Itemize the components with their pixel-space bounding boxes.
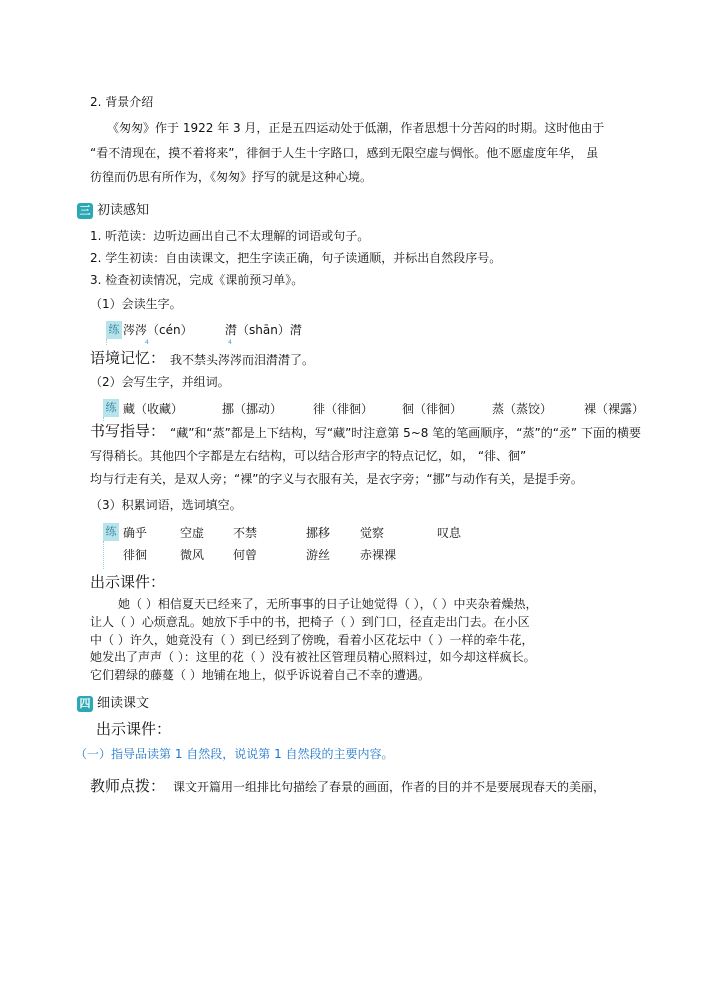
vocab-word: 叹息	[437, 526, 462, 540]
background-paragraph-line: 彷徨而仍思有所作为，《匆匆》抒写的就是这种心境。	[90, 170, 373, 184]
tone-mark: 4	[228, 339, 232, 346]
write-word: 徘（徘徊）	[313, 402, 374, 416]
vocab-word: 赤裸裸	[360, 548, 397, 562]
subsection-heading: （3）积累词语，选词填空。	[90, 498, 242, 512]
practice-marker-stem	[103, 541, 104, 569]
practice-marker-stem	[106, 339, 107, 345]
guide-item: （一）指导品读第 1 自然段，说说第 1 自然段的主要内容。	[75, 747, 394, 761]
tone-mark: 4	[145, 339, 149, 346]
background-paragraph-line: 《匆匆》作于 1922 年 3 月，正是五四运动处于低潮，作者思想十分苦闷的时期。这时他由于	[107, 121, 605, 135]
section-title: 细读课文	[97, 696, 150, 711]
vocab-word: 觉察	[360, 526, 385, 540]
read-word: 涔涔（cén）	[123, 323, 193, 337]
courseware-label: 出示课件：	[96, 720, 172, 738]
write-word: 蒸（蒸饺）	[492, 402, 553, 416]
teacher-tip-label: 教师点拨：	[90, 777, 166, 795]
fill-blank-line: 她发出了声声（ ）：这里的花（ ）没有被社区管理员精心照料过，如今却这样疯长。	[90, 650, 536, 664]
fill-blank-line: 让人（ ）心烦意乱。她放下手中的书，把椅子（ ）到门口，径直走出门去。在小区	[90, 615, 530, 629]
vocab-word: 不禁	[233, 526, 258, 540]
writing-guide-line: 均与行走有关，是双人旁；“裸”的字义与衣服有关，是衣字旁；“挪”与动作有关，是提手旁。	[90, 472, 583, 486]
subsection-heading: （2）会写生字，并组词。	[90, 375, 230, 389]
context-memory-label: 语境记忆：	[90, 349, 166, 367]
writing-guide-label: 书写指导：	[90, 422, 166, 440]
courseware-label: 出示课件：	[90, 573, 166, 591]
fill-blank-line: 中（ ）许久，她竟没有（ ）到已经到了傍晚，看着小区花坛中（ ）一样的牵牛花，	[90, 633, 534, 647]
write-word: 裸（裸露）	[584, 402, 645, 416]
vocab-word: 微风	[180, 548, 205, 562]
fill-blank-line: 它们碧绿的藤蔓（ ）地铺在地上，似乎诉说着自己不幸的遭遇。	[90, 668, 430, 682]
section-title: 初读感知	[97, 203, 150, 218]
vocab-word: 挪移	[306, 526, 331, 540]
teacher-tip-text: 课文开篇用一组排比句描绘了春景的画面，作者的目的并不是要展现春天的美丽，	[173, 780, 606, 794]
vocab-word: 空虚	[180, 526, 205, 540]
vocab-word: 游丝	[306, 548, 331, 562]
vocab-word: 徘徊	[123, 548, 148, 562]
write-word: 徊（徘徊）	[402, 402, 463, 416]
background-heading: 2. 背景介绍	[90, 95, 154, 109]
subsection-heading: （1）会读生字。	[90, 297, 182, 311]
vocab-word: 何曾	[233, 548, 258, 562]
list-item: 3. 检查初读情况，完成《课前预习单》。	[90, 273, 304, 287]
writing-guide-line: 写得稍长。其他四个字都是左右结构，可以结合形声字的特点记忆，如， “徘、徊”	[90, 449, 527, 463]
background-paragraph-line: “看不清现在，摸不着将来”，徘徊于人生十字路口，感到无限空虚与惆怅。他不愿虚度年华， 虽	[90, 146, 599, 160]
practice-marker: 练	[103, 399, 119, 417]
practice-marker: 练	[103, 523, 119, 541]
write-word: 藏（收藏）	[123, 402, 184, 416]
write-word: 挪（挪动）	[222, 402, 283, 416]
vocab-word: 确乎	[123, 526, 148, 540]
read-word: 潸（shān）潸	[225, 323, 302, 337]
fill-blank-line: 她（ ）相信夏天已经来了，无所事事的日子让她觉得（ ），（ ）中夹杂着燥热，	[118, 597, 538, 611]
list-item: 2. 学生初读：自由读课文，把生字读正确，句子读通顺，并标出自然段序号。	[90, 251, 502, 265]
writing-guide-line: “藏”和“蒸”都是上下结构，写“藏”时注意第 5~8 笔的笔画顺序，“蒸”的“丞” 下面的横要	[170, 426, 641, 440]
list-item: 1. 听范读：边听边画出自己不太理解的词语或句子。	[90, 229, 370, 243]
context-memory-text: 我不禁头涔涔而泪潸潸了。	[170, 353, 315, 367]
practice-marker: 练	[106, 321, 122, 339]
section-badge: 四	[77, 696, 93, 712]
section-badge: 三	[77, 203, 93, 219]
